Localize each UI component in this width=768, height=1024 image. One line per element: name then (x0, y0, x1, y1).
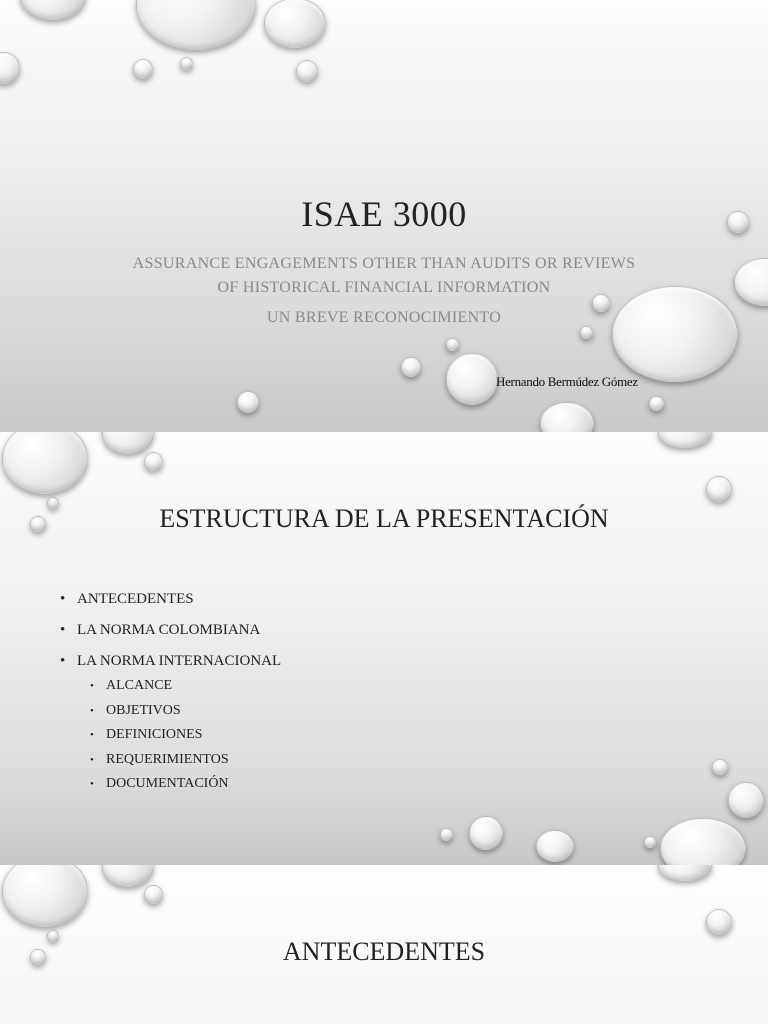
subtitle-line: ASSURANCE ENGAGEMENTS OTHER THAN AUDITS OR REVIEWS (132, 255, 636, 272)
water-drop-decoration (658, 865, 712, 881)
water-drop-decoration (712, 759, 728, 775)
water-drop-decoration (706, 476, 732, 502)
water-drop-decoration (440, 828, 453, 841)
bullet-icon: • (60, 653, 66, 669)
bullet-icon: • (90, 753, 94, 766)
water-drop-decoration (237, 391, 259, 413)
water-drop-decoration (706, 909, 732, 935)
author-name: Hernando Bermúdez Gómez (496, 374, 638, 389)
agenda-sublist (90, 676, 229, 799)
water-drop-decoration (401, 357, 421, 377)
water-drop-decoration (446, 338, 459, 351)
bullet-icon: • (60, 622, 66, 638)
slide-structure (0, 432, 768, 865)
presentation-subtitle (114, 252, 654, 300)
agenda-subitem (90, 750, 229, 775)
agenda-subitem-label: OBJETIVOS (106, 702, 181, 718)
water-drop-decoration (540, 402, 594, 432)
water-drop-decoration (2, 865, 88, 927)
agenda-subitem-label: DOCUMENTACIÓN (106, 776, 229, 792)
water-drop-decoration (580, 326, 593, 339)
slide-heading: ANTECEDENTES (282, 937, 486, 966)
water-drop-decoration (2, 432, 88, 494)
water-drop-decoration (728, 782, 764, 818)
water-drop-decoration (144, 452, 163, 471)
agenda-item-label: LA NORMA COLOMBIANA (77, 622, 261, 638)
water-drop-decoration (734, 258, 768, 306)
bullet-icon: • (90, 680, 94, 692)
water-drop-decoration (446, 353, 498, 405)
water-drop-decoration (296, 60, 318, 82)
water-drop-decoration (180, 57, 193, 70)
presentation-title: ISAE 3000 (301, 194, 467, 234)
agenda-item-label: ANTECEDENTES (77, 591, 194, 607)
agenda-subitem (90, 701, 229, 726)
water-drop-decoration (144, 885, 163, 904)
agenda-subitem-label: ALCANCE (106, 678, 173, 693)
slide-title (0, 0, 768, 432)
slide-heading: ESTRUCTURA DE LA PRESENTACIÓN (159, 504, 609, 533)
agenda-subitem (90, 725, 229, 750)
agenda-item-label: LA NORMA INTERNACIONAL (77, 653, 282, 669)
water-drop-decoration (133, 59, 153, 79)
water-drop-decoration (264, 0, 326, 48)
water-drop-decoration (649, 396, 664, 411)
bullet-icon: • (90, 704, 94, 717)
presentation-tagline: UN BREVE RECONOCIMIENTO (266, 309, 502, 326)
water-drop-decoration (102, 432, 154, 454)
slide-background (0, 865, 768, 1024)
water-drop-decoration (644, 836, 656, 848)
agenda-subitem-label: REQUERIMIENTOS (106, 751, 229, 767)
agenda-subitem (90, 774, 229, 799)
bullet-icon: • (60, 591, 66, 607)
water-drop-decoration (536, 830, 574, 862)
subtitle-line: OF HISTORICAL FINANCIAL INFORMATION (217, 279, 551, 296)
agenda-list (60, 588, 281, 681)
water-drop-decoration (612, 286, 738, 382)
water-drop-decoration (20, 0, 86, 20)
water-drop-decoration (658, 432, 712, 448)
water-drop-decoration (136, 0, 256, 50)
water-drop-decoration (660, 818, 746, 865)
water-drop-decoration (102, 865, 154, 887)
agenda-item (60, 588, 281, 619)
agenda-subitem (90, 676, 229, 701)
bullet-icon: • (90, 729, 94, 742)
water-drop-decoration (469, 816, 503, 850)
water-drop-decoration (0, 52, 20, 84)
agenda-item (60, 619, 281, 650)
bullet-icon: • (90, 778, 94, 791)
agenda-subitem-label: DEFINICIONES (106, 727, 203, 743)
